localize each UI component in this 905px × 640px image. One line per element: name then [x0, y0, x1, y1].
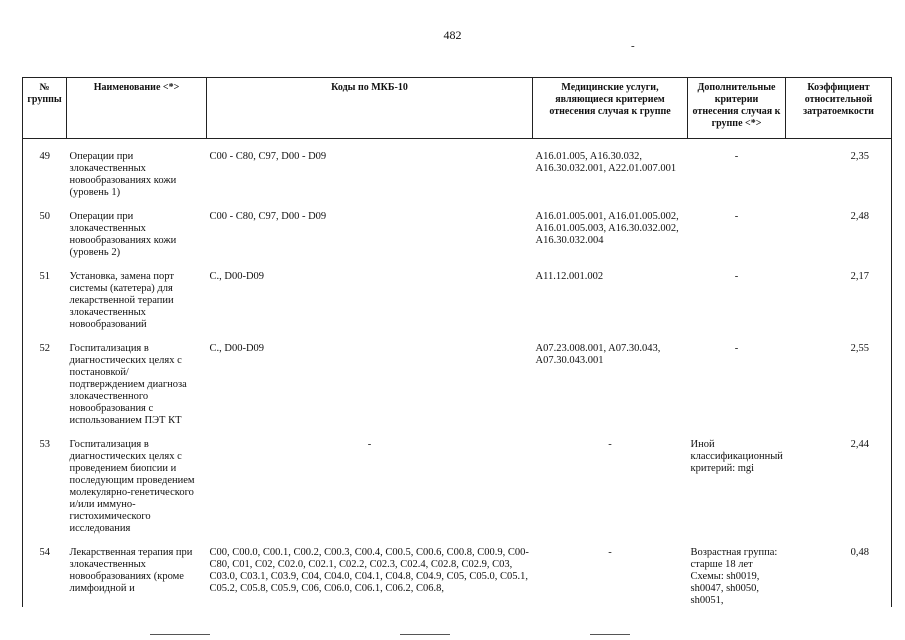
row-name: Госпитализация в диагностических целях с постановкой/ подтверждением диагноза злокачественного новообразования с использованием ПЭТ КТ [69, 343, 187, 426]
row-additional: - [734, 271, 739, 282]
header-codes: Коды по МКБ-10 [207, 78, 533, 139]
row-name: Операции при злокачественных новообразованиях кожи (уровень 2) [69, 211, 177, 258]
row-coef: 2,44 [786, 439, 892, 535]
row-additional: Иной классификационный критерий: mgi [690, 439, 783, 474]
row-additional: - [734, 151, 739, 162]
row-services: A16.01.005.001, A16.01.005.002, A16.01.005.003, A16.30.032.002, A16.30.032.004 [535, 211, 679, 246]
row-num: 54 [23, 547, 67, 607]
footer-line-left [150, 634, 210, 635]
row-additional: - [734, 211, 739, 222]
table-row [23, 547, 892, 607]
header-coef: Коэффициент относительной затратоемкости [786, 78, 892, 139]
header-name: Наименование <*> [67, 78, 207, 139]
table-row [23, 211, 892, 259]
row-name: Лекарственная терапия при злокачественных новообразованиях (кроме лимфоидной и [69, 547, 193, 594]
row-codes: C00 - C80, C97, D00 - D09 [209, 151, 327, 162]
row-num: 53 [23, 439, 67, 535]
groups-table [22, 77, 892, 607]
row-coef: 2,17 [786, 271, 892, 331]
row-codes: C., D00-D09 [209, 271, 265, 282]
dash-mark: - [631, 40, 635, 52]
page-number: 482 [443, 28, 462, 42]
row-services: - [608, 439, 612, 450]
row-coef: 2,48 [786, 211, 892, 259]
row-name: Операции при злокачественных новообразованиях кожи (уровень 1) [69, 151, 177, 198]
header-num: № группы [23, 78, 67, 139]
row-num: 49 [23, 151, 67, 199]
row-additional: - [734, 343, 739, 354]
row-additional: Возрастная группа: старше 18 лет Схемы: sh0019, sh0047, sh0050, sh0051, [690, 547, 778, 606]
row-num: 51 [23, 271, 67, 331]
row-num: 50 [23, 211, 67, 259]
table-row [23, 271, 892, 331]
row-coef: 0,48 [786, 547, 892, 607]
table-row [23, 151, 892, 199]
row-coef: 2,35 [786, 151, 892, 199]
footer-line-right [590, 634, 630, 635]
row-codes: C00 - C80, C97, D00 - D09 [209, 211, 327, 222]
table-row [23, 343, 892, 427]
row-coef: 2,55 [786, 343, 892, 427]
footer-line-middle [400, 634, 450, 635]
header-services: Медицинские услуги, являющиеся критерием отнесения случая к группе [533, 78, 688, 139]
row-num: 52 [23, 343, 67, 427]
row-services: A16.01.005, A16.30.032, A16.30.032.001, A22.01.007.001 [535, 151, 677, 174]
row-name: Госпитализация в диагностических целях с проведением биопсии и последующим проведением молекулярно-генетического и/или иммуно-гистохимического исследования [69, 439, 195, 534]
row-services: A07.23.008.001, A07.30.043, A07.30.043.001 [535, 343, 661, 366]
row-codes: C., D00-D09 [209, 343, 265, 354]
header-additional: Дополнительные критерии отнесения случая к группе <*> [688, 78, 786, 139]
row-name: Установка, замена порт системы (катетера) для лекарственной терапии злокачественных новообразований [69, 271, 174, 330]
row-codes: - [367, 439, 372, 450]
header-row [23, 78, 892, 139]
row-services: A11.12.001.002 [535, 271, 604, 282]
row-codes: C00, C00.0, C00.1, C00.2, C00.3, C00.4, C00.5, C00.6, C00.8, C00.9, C00-C80, C01, C02, C02.0, C02.1, C02.2, C02.3, C02.4, C02.8, C02.9, C03, C03.0, C03.1, C03.9, C04, C04.0, C04.1, C04.8, C04.9, C05, C05.0, C05.1, C05.2, C05.8, C05.9, C06, C06.0, C06.1, C06.2, C06.8, [209, 547, 529, 594]
row-services: - [608, 547, 612, 558]
table-row [23, 439, 892, 535]
